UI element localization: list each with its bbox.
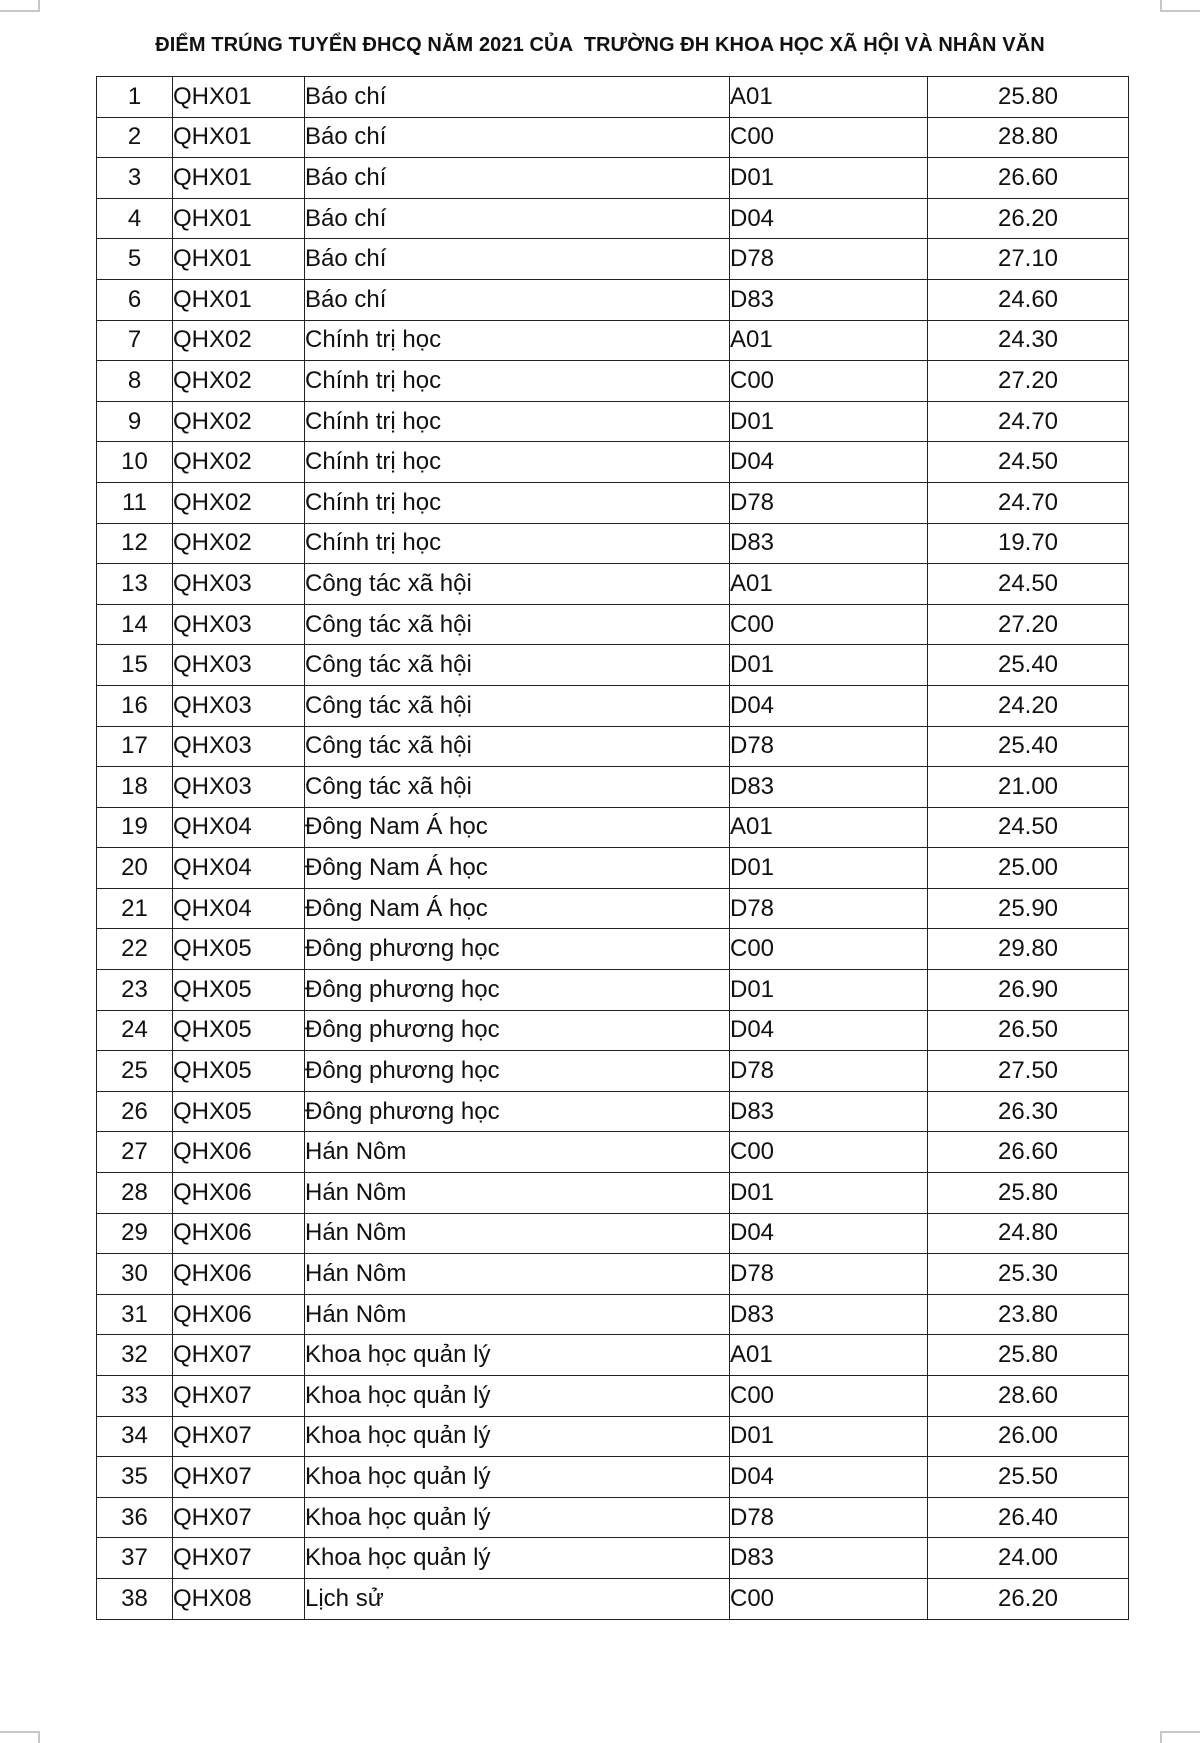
major-code-cell: QHX06 (173, 1254, 305, 1295)
admission-score-cell: 29.80 (928, 929, 1129, 970)
major-name-cell: Công tác xã hội (305, 726, 730, 767)
major-name-cell: Công tác xã hội (305, 564, 730, 605)
major-name-cell: Báo chí (305, 198, 730, 239)
major-name-cell: Hán Nôm (305, 1294, 730, 1335)
subject-combination-cell: C00 (730, 1132, 928, 1173)
major-name-cell: Chính trị học (305, 361, 730, 402)
table-row (97, 1538, 1129, 1579)
major-code-cell: QHX02 (173, 523, 305, 564)
row-number-cell: 26 (97, 1091, 173, 1132)
subject-combination-cell: D01 (730, 1416, 928, 1457)
row-number-cell: 30 (97, 1254, 173, 1295)
major-code-cell: QHX01 (173, 239, 305, 280)
major-name-cell: Báo chí (305, 158, 730, 199)
major-name-cell: Khoa học quản lý (305, 1416, 730, 1457)
admission-score-cell: 26.20 (928, 198, 1129, 239)
admission-score-cell: 24.00 (928, 1538, 1129, 1579)
major-code-cell: QHX07 (173, 1376, 305, 1417)
major-code-cell: QHX05 (173, 1051, 305, 1092)
subject-combination-cell: D83 (730, 767, 928, 808)
subject-combination-cell: D01 (730, 1173, 928, 1214)
major-name-cell: Hán Nôm (305, 1213, 730, 1254)
row-number-cell: 31 (97, 1294, 173, 1335)
major-code-cell: QHX07 (173, 1457, 305, 1498)
admission-score-cell: 26.20 (928, 1578, 1129, 1619)
subject-combination-cell: D78 (730, 1497, 928, 1538)
table-row (97, 1213, 1129, 1254)
admission-score-cell: 25.80 (928, 1335, 1129, 1376)
row-number-cell: 24 (97, 1010, 173, 1051)
subject-combination-cell: D83 (730, 279, 928, 320)
major-code-cell: QHX02 (173, 482, 305, 523)
major-code-cell: QHX05 (173, 1010, 305, 1051)
row-number-cell: 9 (97, 401, 173, 442)
major-name-cell: Khoa học quản lý (305, 1457, 730, 1498)
admission-score-cell: 24.20 (928, 685, 1129, 726)
row-number-cell: 25 (97, 1051, 173, 1092)
table-row (97, 442, 1129, 483)
row-number-cell: 38 (97, 1578, 173, 1619)
table-row (97, 361, 1129, 402)
table-row (97, 320, 1129, 361)
table-row (97, 1051, 1129, 1092)
major-code-cell: QHX01 (173, 158, 305, 199)
major-code-cell: QHX04 (173, 888, 305, 929)
table-row (97, 77, 1129, 118)
row-number-cell: 5 (97, 239, 173, 280)
major-code-cell: QHX06 (173, 1132, 305, 1173)
table-row (97, 198, 1129, 239)
row-number-cell: 16 (97, 685, 173, 726)
admission-score-cell: 25.40 (928, 645, 1129, 686)
row-number-cell: 23 (97, 970, 173, 1011)
major-code-cell: QHX03 (173, 564, 305, 605)
table-row (97, 726, 1129, 767)
admission-score-cell: 26.90 (928, 970, 1129, 1011)
major-name-cell: Đông Nam Á học (305, 807, 730, 848)
table-row (97, 239, 1129, 280)
admission-score-cell: 24.70 (928, 482, 1129, 523)
subject-combination-cell: D78 (730, 1254, 928, 1295)
admission-score-cell: 24.50 (928, 807, 1129, 848)
table-row (97, 1497, 1129, 1538)
subject-combination-cell: D04 (730, 198, 928, 239)
subject-combination-cell: A01 (730, 320, 928, 361)
row-number-cell: 32 (97, 1335, 173, 1376)
admission-score-cell: 26.50 (928, 1010, 1129, 1051)
subject-combination-cell: D78 (730, 239, 928, 280)
table-row (97, 1173, 1129, 1214)
row-number-cell: 29 (97, 1213, 173, 1254)
major-code-cell: QHX03 (173, 604, 305, 645)
admission-score-cell: 25.80 (928, 77, 1129, 118)
major-name-cell: Đông Nam Á học (305, 848, 730, 889)
table-row (97, 1376, 1129, 1417)
subject-combination-cell: D04 (730, 685, 928, 726)
table-row (97, 604, 1129, 645)
admission-score-cell: 25.30 (928, 1254, 1129, 1295)
table-row (97, 1254, 1129, 1295)
major-name-cell: Khoa học quản lý (305, 1497, 730, 1538)
table-row (97, 523, 1129, 564)
subject-combination-cell: A01 (730, 77, 928, 118)
major-name-cell: Đông phương học (305, 1051, 730, 1092)
subject-combination-cell: D04 (730, 1010, 928, 1051)
major-code-cell: QHX03 (173, 726, 305, 767)
row-number-cell: 8 (97, 361, 173, 402)
page-corner-mark-bottom-left (0, 1731, 40, 1743)
major-code-cell: QHX01 (173, 279, 305, 320)
table-row (97, 1335, 1129, 1376)
row-number-cell: 12 (97, 523, 173, 564)
major-name-cell: Công tác xã hội (305, 604, 730, 645)
table-row (97, 848, 1129, 889)
admission-score-cell: 24.50 (928, 442, 1129, 483)
major-code-cell: QHX08 (173, 1578, 305, 1619)
admission-score-cell: 28.60 (928, 1376, 1129, 1417)
row-number-cell: 36 (97, 1497, 173, 1538)
table-row (97, 117, 1129, 158)
major-code-cell: QHX04 (173, 807, 305, 848)
subject-combination-cell: D01 (730, 158, 928, 199)
major-code-cell: QHX02 (173, 401, 305, 442)
subject-combination-cell: D83 (730, 1538, 928, 1579)
subject-combination-cell: D04 (730, 1457, 928, 1498)
page-corner-mark-bottom-right (1160, 1731, 1200, 1743)
admission-scores-table (96, 76, 1129, 1620)
row-number-cell: 19 (97, 807, 173, 848)
admission-score-cell: 23.80 (928, 1294, 1129, 1335)
subject-combination-cell: D04 (730, 442, 928, 483)
table-row (97, 564, 1129, 605)
subject-combination-cell: D83 (730, 523, 928, 564)
admission-score-cell: 26.30 (928, 1091, 1129, 1132)
row-number-cell: 1 (97, 77, 173, 118)
admission-score-cell: 25.00 (928, 848, 1129, 889)
row-number-cell: 15 (97, 645, 173, 686)
row-number-cell: 27 (97, 1132, 173, 1173)
subject-combination-cell: C00 (730, 1376, 928, 1417)
admission-score-cell: 24.60 (928, 279, 1129, 320)
subject-combination-cell: D04 (730, 1213, 928, 1254)
major-name-cell: Khoa học quản lý (305, 1376, 730, 1417)
major-code-cell: QHX06 (173, 1294, 305, 1335)
major-code-cell: QHX05 (173, 929, 305, 970)
major-code-cell: QHX01 (173, 198, 305, 239)
major-name-cell: Đông phương học (305, 1091, 730, 1132)
subject-combination-cell: A01 (730, 564, 928, 605)
major-name-cell: Hán Nôm (305, 1254, 730, 1295)
row-number-cell: 3 (97, 158, 173, 199)
admission-score-cell: 27.20 (928, 604, 1129, 645)
row-number-cell: 14 (97, 604, 173, 645)
major-code-cell: QHX02 (173, 320, 305, 361)
subject-combination-cell: A01 (730, 807, 928, 848)
subject-combination-cell: D83 (730, 1294, 928, 1335)
major-code-cell: QHX05 (173, 1091, 305, 1132)
major-code-cell: QHX03 (173, 767, 305, 808)
admission-score-cell: 26.00 (928, 1416, 1129, 1457)
subject-combination-cell: D78 (730, 726, 928, 767)
table-row (97, 767, 1129, 808)
major-name-cell: Công tác xã hội (305, 767, 730, 808)
subject-combination-cell: A01 (730, 1335, 928, 1376)
major-code-cell: QHX07 (173, 1416, 305, 1457)
major-name-cell: Chính trị học (305, 442, 730, 483)
row-number-cell: 20 (97, 848, 173, 889)
major-name-cell: Chính trị học (305, 401, 730, 442)
subject-combination-cell: D01 (730, 401, 928, 442)
table-row (97, 807, 1129, 848)
row-number-cell: 37 (97, 1538, 173, 1579)
major-name-cell: Công tác xã hội (305, 645, 730, 686)
table-row (97, 645, 1129, 686)
page-title: ĐIỂM TRÚNG TUYỂN ĐHCQ NĂM 2021 CỦA TRƯỜNG ĐH KHOA HỌC XÃ HỘI VÀ NHÂN VĂN (155, 34, 1045, 56)
admission-score-cell: 26.60 (928, 1132, 1129, 1173)
row-number-cell: 33 (97, 1376, 173, 1417)
subject-combination-cell: D78 (730, 888, 928, 929)
subject-combination-cell: C00 (730, 361, 928, 402)
row-number-cell: 4 (97, 198, 173, 239)
row-number-cell: 35 (97, 1457, 173, 1498)
major-code-cell: QHX06 (173, 1213, 305, 1254)
major-code-cell: QHX06 (173, 1173, 305, 1214)
major-code-cell: QHX03 (173, 685, 305, 726)
major-code-cell: QHX04 (173, 848, 305, 889)
admission-score-cell: 25.80 (928, 1173, 1129, 1214)
page-corner-mark-top-right (1160, 0, 1200, 12)
major-name-cell: Chính trị học (305, 523, 730, 564)
major-name-cell: Đông phương học (305, 1010, 730, 1051)
table-row (97, 970, 1129, 1011)
major-name-cell: Đông Nam Á học (305, 888, 730, 929)
major-name-cell: Báo chí (305, 239, 730, 280)
major-code-cell: QHX02 (173, 442, 305, 483)
admission-score-cell: 24.80 (928, 1213, 1129, 1254)
major-code-cell: QHX07 (173, 1538, 305, 1579)
admission-score-cell: 28.80 (928, 117, 1129, 158)
admission-score-cell: 24.70 (928, 401, 1129, 442)
major-name-cell: Chính trị học (305, 320, 730, 361)
subject-combination-cell: D83 (730, 1091, 928, 1132)
major-name-cell: Khoa học quản lý (305, 1538, 730, 1579)
major-name-cell: Khoa học quản lý (305, 1335, 730, 1376)
major-name-cell: Công tác xã hội (305, 685, 730, 726)
major-name-cell: Báo chí (305, 279, 730, 320)
table-row (97, 1010, 1129, 1051)
major-code-cell: QHX07 (173, 1497, 305, 1538)
table-row (97, 888, 1129, 929)
major-code-cell: QHX01 (173, 117, 305, 158)
table-row (97, 482, 1129, 523)
admission-score-cell: 21.00 (928, 767, 1129, 808)
row-number-cell: 10 (97, 442, 173, 483)
subject-combination-cell: D78 (730, 482, 928, 523)
table-row (97, 158, 1129, 199)
admission-score-cell: 25.40 (928, 726, 1129, 767)
major-name-cell: Hán Nôm (305, 1173, 730, 1214)
major-name-cell: Báo chí (305, 77, 730, 118)
table-row (97, 279, 1129, 320)
admission-score-cell: 26.60 (928, 158, 1129, 199)
table-row (97, 401, 1129, 442)
table-row (97, 1132, 1129, 1173)
row-number-cell: 17 (97, 726, 173, 767)
row-number-cell: 18 (97, 767, 173, 808)
table-body (97, 77, 1129, 1620)
table-row (97, 1294, 1129, 1335)
admission-score-cell: 27.10 (928, 239, 1129, 280)
admission-score-cell: 24.50 (928, 564, 1129, 605)
row-number-cell: 28 (97, 1173, 173, 1214)
subject-combination-cell: D01 (730, 848, 928, 889)
row-number-cell: 6 (97, 279, 173, 320)
admission-score-cell: 26.40 (928, 1497, 1129, 1538)
admission-score-cell: 24.30 (928, 320, 1129, 361)
major-code-cell: QHX03 (173, 645, 305, 686)
major-name-cell: Đông phương học (305, 970, 730, 1011)
page-corner-mark-top-left (0, 0, 40, 12)
table-row (97, 1091, 1129, 1132)
major-name-cell: Hán Nôm (305, 1132, 730, 1173)
row-number-cell: 11 (97, 482, 173, 523)
admission-score-cell: 25.50 (928, 1457, 1129, 1498)
major-code-cell: QHX07 (173, 1335, 305, 1376)
subject-combination-cell: C00 (730, 604, 928, 645)
subject-combination-cell: D01 (730, 645, 928, 686)
major-name-cell: Lịch sử (305, 1578, 730, 1619)
row-number-cell: 21 (97, 888, 173, 929)
major-code-cell: QHX01 (173, 77, 305, 118)
major-name-cell: Đông phương học (305, 929, 730, 970)
subject-combination-cell: D78 (730, 1051, 928, 1092)
admission-score-cell: 19.70 (928, 523, 1129, 564)
row-number-cell: 22 (97, 929, 173, 970)
table-row (97, 1457, 1129, 1498)
row-number-cell: 34 (97, 1416, 173, 1457)
subject-combination-cell: C00 (730, 929, 928, 970)
table-row (97, 685, 1129, 726)
table-row (97, 929, 1129, 970)
table-row (97, 1416, 1129, 1457)
admission-score-cell: 25.90 (928, 888, 1129, 929)
admission-score-cell: 27.20 (928, 361, 1129, 402)
major-code-cell: QHX05 (173, 970, 305, 1011)
row-number-cell: 7 (97, 320, 173, 361)
major-name-cell: Chính trị học (305, 482, 730, 523)
subject-combination-cell: C00 (730, 117, 928, 158)
major-name-cell: Báo chí (305, 117, 730, 158)
subject-combination-cell: D01 (730, 970, 928, 1011)
major-code-cell: QHX02 (173, 361, 305, 402)
table-row (97, 1578, 1129, 1619)
row-number-cell: 13 (97, 564, 173, 605)
subject-combination-cell: C00 (730, 1578, 928, 1619)
row-number-cell: 2 (97, 117, 173, 158)
admission-score-cell: 27.50 (928, 1051, 1129, 1092)
